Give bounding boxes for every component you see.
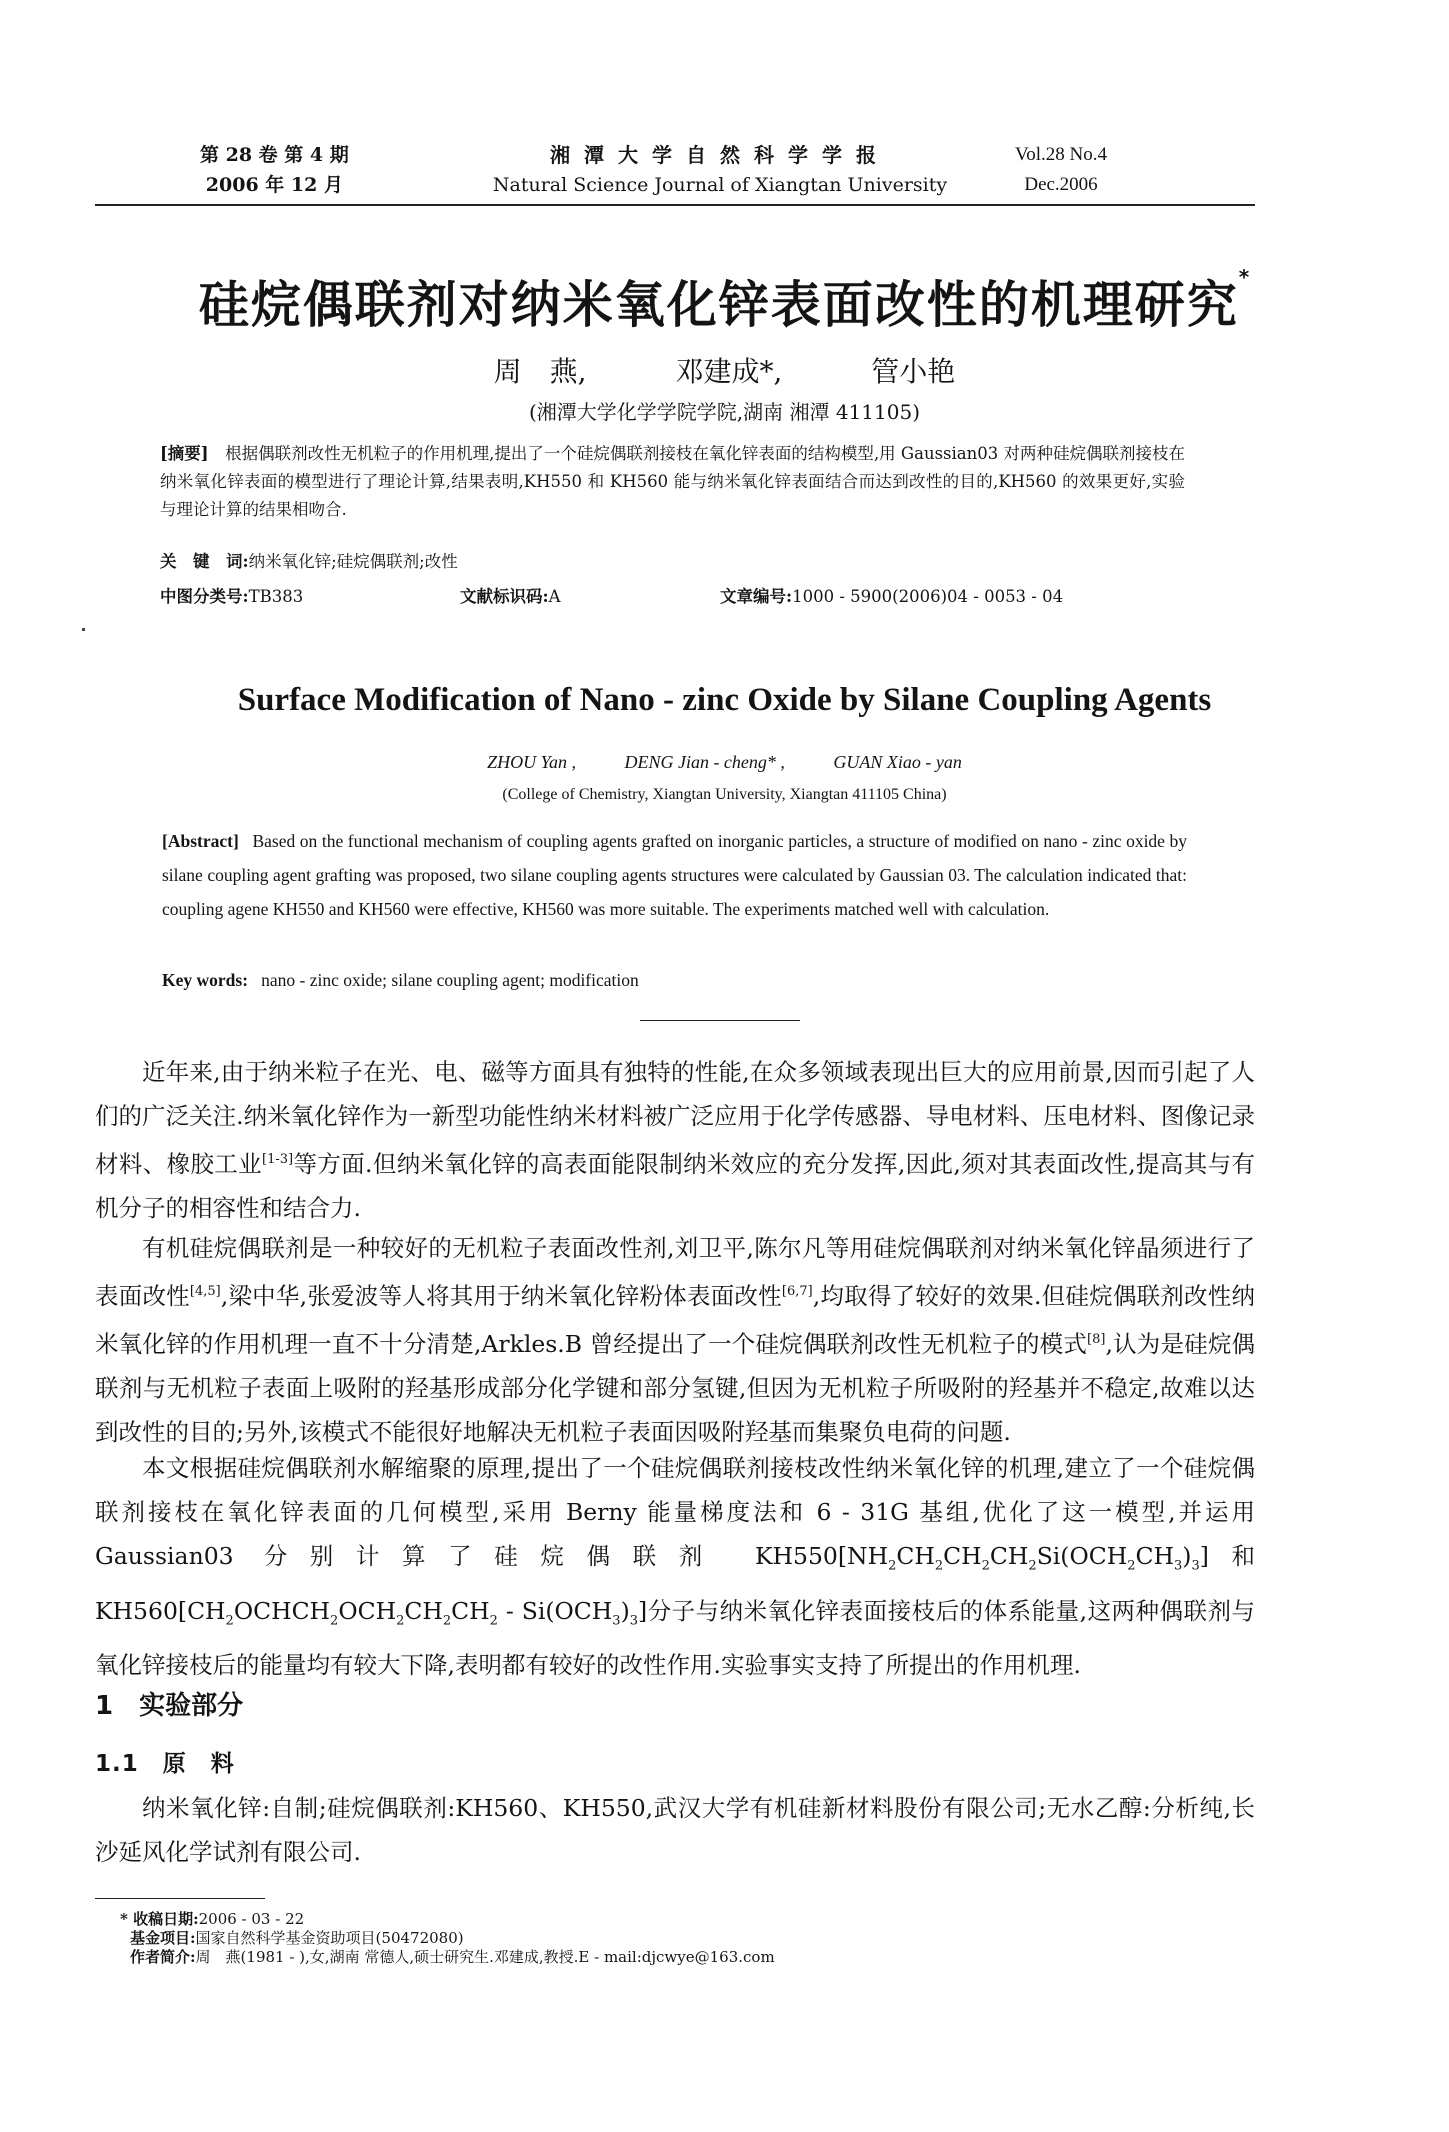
header-volume-en bbox=[1015, 140, 1107, 200]
clc-number bbox=[160, 583, 303, 607]
author-bio-label: 作者简介: bbox=[130, 1948, 196, 1966]
p3-text-h: ]和 KH560[CH bbox=[95, 1542, 1256, 1625]
footnote-fund bbox=[120, 1929, 1220, 1948]
abstract-en bbox=[162, 824, 1187, 926]
author-cn-3: 管小艳 bbox=[871, 355, 956, 388]
subscript: 3 bbox=[629, 1613, 639, 1629]
p3-text-d: CH bbox=[989, 1542, 1029, 1570]
p3-text-o: ]分子与纳米氧化锌表面接枝后的体系能量,这两种偶联剂与氧化锌接枝后的能量均有较大下降,表明都有较好的改性作用.实验事实支持了所提出的作用机理. bbox=[95, 1596, 1256, 1680]
author-bio-text: 周 燕(1981 - ),女,湖南 常德人,硕士研究生.邓建成,教授.E - mail:djcwye@163.com bbox=[195, 1948, 775, 1966]
footnote-received bbox=[120, 1910, 1220, 1929]
subscript: 2 bbox=[888, 1558, 897, 1574]
journal-name-cn: 湘潭大学自然科学学报 bbox=[550, 143, 890, 167]
p3-text-b: CH bbox=[896, 1542, 935, 1570]
journal-name-en: Natural Science Journal of Xiangtan University bbox=[492, 174, 948, 196]
citation-8: [8] bbox=[1087, 1331, 1106, 1347]
doc-value: A bbox=[548, 587, 561, 606]
footnote-author bbox=[120, 1948, 1220, 1967]
subscript: 2 bbox=[225, 1613, 234, 1629]
body-paragraph-3 bbox=[95, 1446, 1255, 1687]
affiliation-en: (College of Chemistry, Xiangtan University, Xiangtan 411105 China) bbox=[502, 786, 947, 803]
subscript: 3 bbox=[1173, 1558, 1183, 1574]
section-heading-1: 1 实验部分 bbox=[95, 1691, 244, 1721]
subscript: 2 bbox=[442, 1613, 452, 1629]
article-number bbox=[720, 583, 1063, 607]
body-paragraph-1 bbox=[95, 1050, 1255, 1230]
title-en: Surface Modification of Nano - zinc Oxide by Silane Coupling Agents bbox=[237, 682, 1212, 718]
citation-4-5: [4,5] bbox=[189, 1284, 221, 1299]
date-cn: 2006 年 12 月 bbox=[205, 174, 343, 196]
article-value: 1000 - 5900(2006)04 - 0053 - 04 bbox=[792, 587, 1064, 606]
materials-text: 纳米氧化锌:自制;硅烷偶联剂:KH560、KH550,武汉大学有机硅新材料股份有限公司;无水乙醇:分析纯,长沙延风化学试剂有限公司. bbox=[95, 1794, 1255, 1866]
date-en: Dec.2006 bbox=[1024, 174, 1098, 195]
citation-6-7: [6,7] bbox=[781, 1284, 813, 1299]
title-cn bbox=[60, 265, 1390, 337]
subscript: 2 bbox=[1028, 1558, 1037, 1574]
subscript: 3 bbox=[612, 1613, 621, 1629]
authors-cn bbox=[0, 350, 1449, 390]
citation-1-3: [1-3] bbox=[262, 1152, 294, 1167]
p2-text-b: ,梁中华,张爱波等人将其用于纳米氧化锌粉体表面改性 bbox=[220, 1281, 782, 1310]
clc-label: 中图分类号: bbox=[160, 587, 249, 606]
p2-text-c: ,均取得了较好的效果.但硅烷偶联剂改性纳米氧化锌的作用机理一直不十分清楚,Arkles.B 曾经提出了一个硅烷偶联剂改性无机粒子的模式 bbox=[95, 1281, 1255, 1358]
subscript: 2 bbox=[981, 1558, 990, 1574]
authors-en bbox=[0, 752, 1449, 773]
footnote-rule bbox=[95, 1898, 265, 1899]
doc-label: 文献标识码: bbox=[460, 587, 549, 606]
journal-header bbox=[95, 140, 1255, 206]
author-cn-1: 周 燕, bbox=[493, 355, 587, 388]
section-heading-1-1: 1.1 原 料 bbox=[95, 1751, 235, 1777]
p3-text-i: OCHCH bbox=[233, 1596, 331, 1625]
p2-text-d: ,认为是硅烷偶联剂与无机粒子表面上吸附的羟基形成部分化学键和部分氢键,但因为无机粒子所吸附的羟基并不稳定,故难以达到改性的目的;另外,该模式不能很好地解决无机粒子表面因吸附羟基而集聚负电荷的问题. bbox=[95, 1329, 1255, 1446]
p3-text-k: CH bbox=[404, 1596, 443, 1625]
header-volume-cn bbox=[200, 140, 349, 200]
p3-text-a: 本文根据硅烷偶联剂水解缩聚的原理,提出了一个硅烷偶联剂接枝改性纳米氧化锌的机理,建立了一个硅烷偶联剂接枝在氧化锌表面的几何模型,采用 Berny 能量梯度法和 6 - 31G 基组,优化了这一模型,并运用 Gaussian03 分别计算了硅烷偶联剂 KH550[NH bbox=[95, 1454, 1255, 1570]
keywords-en-label: Key words: bbox=[162, 970, 249, 990]
p3-text-l: CH bbox=[451, 1596, 490, 1625]
p2-text-a: 有机硅烷偶联剂是一种较好的无机粒子表面改性剂,刘卫平,陈尔凡等用硅烷偶联剂对纳米氧化锌晶须进行了表面改性 bbox=[95, 1234, 1255, 1310]
keywords-en-text: nano - zinc oxide; silane coupling agent; modification bbox=[261, 970, 639, 990]
footnotes bbox=[120, 1910, 1220, 1967]
fund-text: 国家自然科学基金资助项目(50472080) bbox=[195, 1929, 464, 1947]
keywords-cn-label: 关 键 词: bbox=[160, 552, 249, 571]
abstract-en-label: [Abstract] bbox=[162, 831, 239, 851]
body-paragraph-materials bbox=[95, 1786, 1255, 1874]
received-label: * 收稿日期: bbox=[120, 1910, 199, 1928]
received-date: 2006 - 03 - 22 bbox=[198, 1910, 305, 1928]
subscript: 2 bbox=[396, 1613, 405, 1629]
doc-code bbox=[460, 583, 561, 607]
abstract-cn-label: [摘要] bbox=[160, 444, 209, 463]
volume-cn: 第 28 卷 第 4 期 bbox=[200, 144, 349, 166]
subscript: 2 bbox=[1127, 1558, 1136, 1574]
title-footnote-mark: * bbox=[1238, 265, 1252, 289]
subscript: 2 bbox=[489, 1613, 498, 1629]
affiliation-cn: (湘潭大学化学学院学院,湖南 湘潭 411105) bbox=[528, 400, 921, 424]
keywords-cn bbox=[160, 548, 1185, 572]
author-en-3: GUAN Xiao - yan bbox=[833, 752, 962, 772]
abstract-en-text: Based on the functional mechanism of coupling agents grafted on inorganic particles, a structure of modified on nano - zinc oxide by silane coupling agent grafting was proposed, two silane coupling agents structures were calculated by Gaussian 03. The calculation indicated that: coupling agene KH550 and KH560 were effective, KH560 was more suitable. The experiments matched well with calculation. bbox=[162, 831, 1188, 919]
abstract-cn bbox=[160, 440, 1185, 524]
clc-value: TB383 bbox=[248, 587, 304, 606]
article-label: 文章编号: bbox=[720, 587, 793, 606]
p3-text-c: CH bbox=[943, 1542, 982, 1570]
fund-label: 基金项目: bbox=[130, 1929, 196, 1947]
p3-text-g: ) bbox=[1182, 1542, 1192, 1570]
p3-text-e: Si(OCH bbox=[1036, 1542, 1128, 1570]
header-journal bbox=[490, 140, 950, 200]
subscript: 2 bbox=[934, 1558, 944, 1574]
volume-en: Vol.28 No.4 bbox=[1015, 144, 1108, 165]
p3-text-n: ) bbox=[620, 1596, 630, 1625]
p3-text-f: CH bbox=[1135, 1542, 1174, 1570]
scan-mark bbox=[82, 628, 85, 631]
keywords-cn-text: 纳米氧化锌;硅烷偶联剂;改性 bbox=[248, 552, 458, 571]
p1-text-a: 近年来,由于纳米粒子在光、电、磁等方面具有独特的性能,在众多领域表现出巨大的应用前景,因而引起了人们的广泛关注.纳米氧化锌作为一新型功能性纳米材料被广泛应用于化学传感器、导电材料、压电材料、图像记录材料、橡胶工业 bbox=[95, 1058, 1255, 1178]
abstract-cn-text: 根据偶联剂改性无机粒子的作用机理,提出了一个硅烷偶联剂接枝在氧化锌表面的结构模型,用 Gaussian03 对两种硅烷偶联剂接枝在纳米氧化锌表面的模型进行了理论计算,结果表明,KH550 和 KH560 能与纳米氧化锌表面结合而达到改性的目的,KH560 的效果更好,实验与理论计算的结果相吻合. bbox=[160, 444, 1186, 519]
body-paragraph-2 bbox=[95, 1226, 1255, 1454]
author-en-2: DENG Jian - cheng* , bbox=[624, 752, 785, 772]
p3-text-m: - Si(OCH bbox=[497, 1596, 613, 1625]
title-cn-text: 硅烷偶联剂对纳米氧化锌表面改性的机理研究 bbox=[198, 276, 1239, 334]
author-en-1: ZHOU Yan , bbox=[487, 752, 576, 772]
keywords-en bbox=[162, 970, 1187, 991]
p1-text-b: 等方面.但纳米氧化锌的高表面能限制纳米效应的充分发挥,因此,须对其表面改性,提高其与有机分子的相容性和结合力. bbox=[95, 1149, 1255, 1222]
author-cn-2: 邓建成*, bbox=[675, 355, 783, 388]
abstract-divider bbox=[640, 1020, 800, 1021]
subscript: 3 bbox=[1191, 1558, 1200, 1574]
subscript: 2 bbox=[330, 1613, 339, 1629]
p3-text-j: OCH bbox=[338, 1596, 397, 1625]
